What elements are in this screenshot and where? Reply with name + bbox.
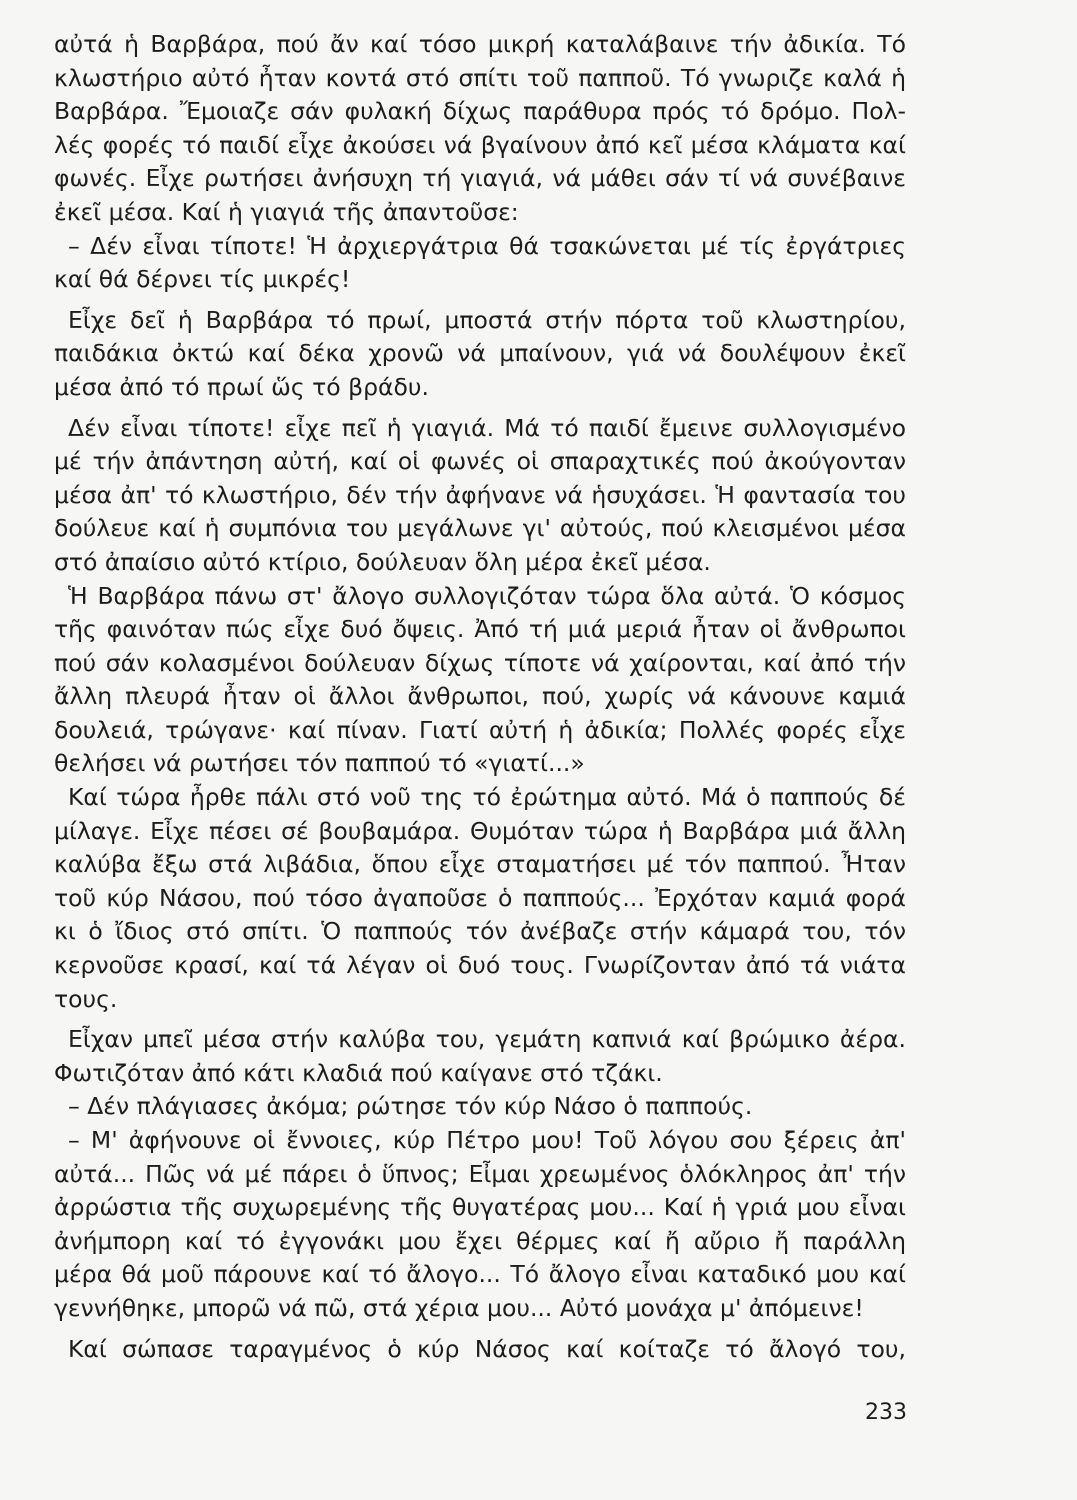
text-line: ἄλλη πλευρά ἦταν οἱ ἄλλοι ἄνθρωποι, πού, χωρίς νά κάνουνε καμιά <box>54 682 906 711</box>
text-line: κερνοῦσε κρασί, καί τά λέγαν οἱ δυό τους. Γνωρίζονταν ἀπό τά νιάτα <box>54 951 906 980</box>
text-line: ἀνήμπορη καί τό ἐγγονάκι μου ἔχει θέρμες καί ἤ αὔριο ἤ παράλλη <box>54 1226 906 1255</box>
text-line: μέσα ἀπό τό πρωί ὥς τό βράδυ. <box>54 372 429 401</box>
text-line: θελήσει νά ρωτήσει τόν παππού τό «γιατί...» <box>54 749 585 778</box>
text-line: παιδάκια ὀκτώ καί δέκα χρονῶ νά μπαίνουν, γιά νά δουλέψουν ἐκεῖ <box>54 339 906 368</box>
text-line: καί θά δέρνει τίς μικρές! <box>54 265 351 294</box>
text-line: μέρα θά μοῦ πάρουνε καί τό ἄλογο... Τό ἄλογο εἶναι καταδικό μου καί <box>54 1260 906 1289</box>
text-line: Εἶχε δεῖ ἡ Βαρβάρα τό πρωί, μποστά στήν πόρτα τοῦ κλωστηρίου, <box>68 305 906 334</box>
text-line: ἐκεῖ μέσα. Καί ἡ γιαγιά τῆς ἀπαντοῦσε: <box>54 197 519 226</box>
text-line: – Μ' ἀφήνουνε οἱ ἔννοιες, κύρ Πέτρο μου! Τοῦ λόγου σου ξέρεις ἀπ' <box>68 1126 906 1154</box>
text-line: στό ἀπαίσιο αὐτό κτίριο, δούλευαν ὅλη μέρα ἐκεῖ μέσα. <box>54 547 711 576</box>
text-line: Δέν εἶναι τίποτε! εἶχε πεῖ ἡ γιαγιά. Μά τό παιδί ἔμεινε συλλογισμένο <box>68 413 906 442</box>
text-line: αὐτά ἡ Βαρβάρα, πού ἄν καί τόσο μικρή καταλάβαινε τήν ἀδικία. Τό <box>54 30 906 58</box>
text-line: φωνές. Εἶχε ρωτήσει ἀνήσυχη τή γιαγιά, νά μάθει σάν τί νά συνέβαινε <box>54 164 906 193</box>
text-line: Φωτιζόταν ἀπό κάτι κλαδιά πού καίγανε στό τζάκι. <box>54 1058 663 1087</box>
text-line: τῆς φαινόταν πώς εἶχε δυό ὄψεις. Ἀπό τή μιά μεριά ἦταν οἱ ἄνθρωποι <box>54 615 906 644</box>
text-line: γεννήθηκε, μπορῶ νά πῶ, στά χέρια μου... Αὐτό μονάχα μ' ἀπόμεινε! <box>54 1293 864 1322</box>
page-text <box>54 28 906 1366</box>
text-line: κλωστήριο αὐτό ἦταν κοντά στό σπίτι τοῦ παπποῦ. Τό γνωριζε καλά ἡ <box>54 63 906 92</box>
text-line: Καί τώρα ἦρθε πάλι στό νοῦ της τό ἐρώτημα αὐτό. Μά ὁ παππούς δέ <box>68 783 906 812</box>
text-line: πού σάν κολασμένοι δούλευαν δίχως τίποτε νά χαίρονται, καί ἀπό τήν <box>54 648 906 677</box>
text-line: δουλειά, τρώγανε· καί πίναν. Γιατί αὐτή ἡ ἀδικία; Πολλές φορές εἶχε <box>54 715 906 744</box>
text-line: Βαρβάρα. Ἔμοιαζε σάν φυλακή δίχως παράθυρα πρός τό δρόμο. Πολ- <box>54 97 906 126</box>
text-line: κι ὁ ἴδιος στό σπίτι. Ὁ παππούς τόν ἀνέβαζε στήν κάμαρά του, τόν <box>54 917 906 946</box>
text-line: – Δέν εἶναι τίποτε! Ἡ ἀρχιεργάτρια θά τσακώνεται μέ τίς ἐργάτριες <box>68 231 906 260</box>
page-number: 233 <box>865 1400 907 1425</box>
text-line: μέσα ἀπ' τό κλωστήριο, δέν τήν ἀφήνανε νά ἡσυχάσει. Ἡ φαντασία του <box>54 480 906 509</box>
text-line: τοῦ κύρ Νάσου, πού τόσο ἀγαποῦσε ὁ παππούς... Ἐρχόταν καμιά φορά <box>54 883 906 912</box>
text-line: Εἶχαν μπεῖ μέσα στήν καλύβα του, γεμάτη καπνιά καί βρώμικο ἀέρα. <box>68 1025 906 1054</box>
text-line: τους. <box>54 984 118 1013</box>
text-line: ἀρρώστια τῆς συχωρεμένης τῆς θυγατέρας μου... Καί ἡ γριά μου εἶναι <box>54 1193 906 1222</box>
text-line: καλύβα ἔξω στά λιβάδια, ὅπου εἶχε σταματήσει μέ τόν παππού. Ἦταν <box>54 850 906 879</box>
text-line: αὐτά... Πῶς νά μέ πάρει ὁ ὕπνος; Εἶμαι χρεωμένος ὁλόκληρος ἀπ' τήν <box>54 1159 906 1188</box>
text-line: δούλευε καί ἡ συμπόνια του μεγάλωνε γι' αὐτούς, πού κλεισμένοι μέσα <box>54 514 906 543</box>
text-line: μίλαγε. Εἶχε πέσει σέ βουβαμάρα. Θυμόταν τώρα ἡ Βαρβάρα μιά ἄλλη <box>54 816 906 845</box>
text-line: Καί σώπασε ταραγμένος ὁ κύρ Νάσος καί κοίταζε τό ἄλογό του, <box>68 1334 906 1363</box>
text-line: Ἡ Βαρβάρα πάνω στ' ἄλογο συλλογιζόταν τώρα ὅλα αὐτά. Ὁ κόσμος <box>68 581 906 610</box>
text-line: – Δέν πλάγιασες ἀκόμα; ρώτησε τόν κύρ Νάσο ὁ παππούς. <box>68 1092 753 1121</box>
text-line: μέ τήν ἀπάντηση αὐτή, καί οἱ φωνές οἱ σπαραχτικές πού ἀκούγονταν <box>54 447 906 476</box>
text-line: λές φορές τό παιδί εἶχε ἀκούσει νά βγαίνουν ἀπό κεῖ μέσα κλάματα καί <box>54 130 906 159</box>
